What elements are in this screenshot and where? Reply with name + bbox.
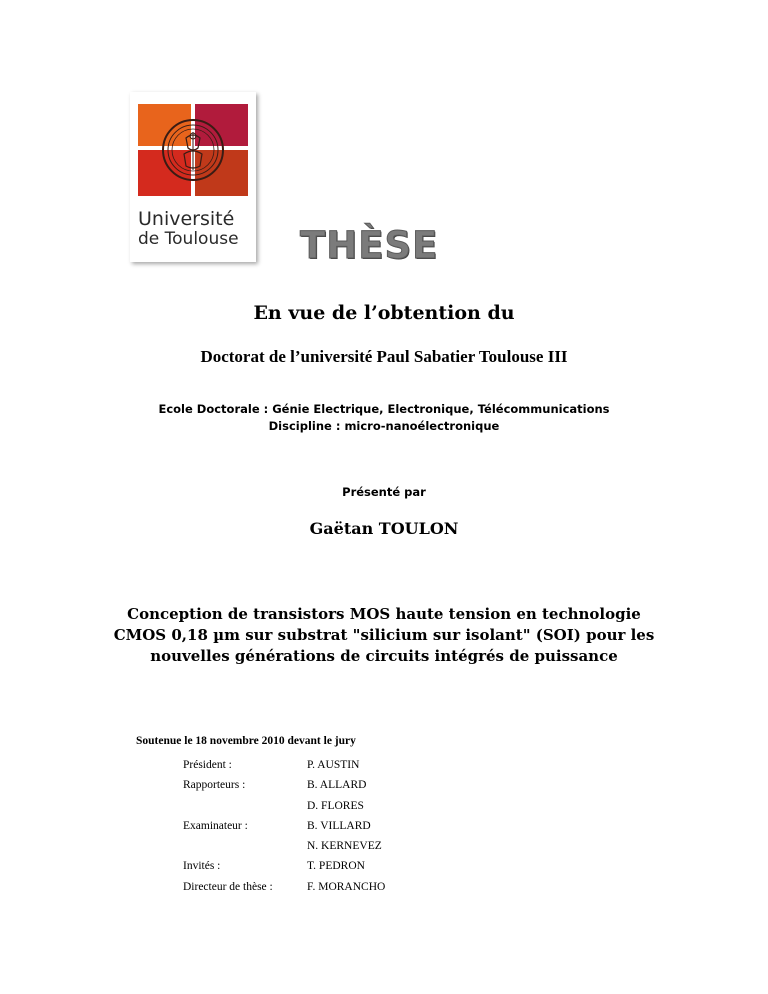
jury-member: P. AUSTIN bbox=[307, 759, 360, 771]
defense-date: Soutenue le 18 novembre 2010 devant le jury bbox=[136, 735, 356, 747]
jury-role: Président : bbox=[183, 759, 232, 771]
jury-role: Examinateur : bbox=[183, 819, 248, 832]
thesis-title-line: nouvelles générations de circuits intégrés de puissance bbox=[150, 647, 618, 665]
jury-member: F. MORANCHO bbox=[307, 880, 386, 893]
university-logo bbox=[130, 92, 256, 262]
jury-role: Rapporteurs : bbox=[183, 779, 246, 792]
thesis-title-line: Conception de transistors MOS haute tension en technologie bbox=[127, 605, 641, 623]
jury-member: T. PEDRON bbox=[307, 860, 365, 873]
jury-role: Invités : bbox=[183, 860, 221, 873]
logo-text bbox=[138, 210, 239, 248]
logo-mark bbox=[130, 92, 256, 204]
jury-member: N. KERNEVEZ bbox=[307, 840, 382, 853]
ecole-doctorale: Ecole Doctorale : Génie Electrique, Electronique, Télécommunications bbox=[158, 402, 610, 416]
logo-line-toulouse: de Toulouse bbox=[138, 229, 239, 249]
jury-role: Directeur de thèse : bbox=[183, 880, 273, 893]
jury-member: B. VILLARD bbox=[307, 819, 371, 832]
thesis-title bbox=[0, 604, 768, 667]
doctorat-line: Doctorat de l’université Paul Sabatier Toulouse III bbox=[200, 347, 568, 366]
these-heading: THÈSE bbox=[300, 224, 439, 267]
university-seal-icon bbox=[163, 120, 223, 180]
discipline: Discipline : micro-nanoélectronique bbox=[268, 419, 500, 433]
logo-line-universite: Université bbox=[138, 208, 235, 230]
thesis-title-line: CMOS 0,18 µm sur substrat "silicium sur isolant" (SOI) pour les bbox=[113, 626, 655, 644]
jury-member: D. FLORES bbox=[307, 799, 364, 812]
author-name: Gaëtan TOULON bbox=[309, 519, 459, 538]
presente-par: Présenté par bbox=[342, 485, 426, 499]
obtention-line: En vue de l’obtention du bbox=[253, 302, 515, 324]
jury-member: B. ALLARD bbox=[307, 779, 367, 792]
